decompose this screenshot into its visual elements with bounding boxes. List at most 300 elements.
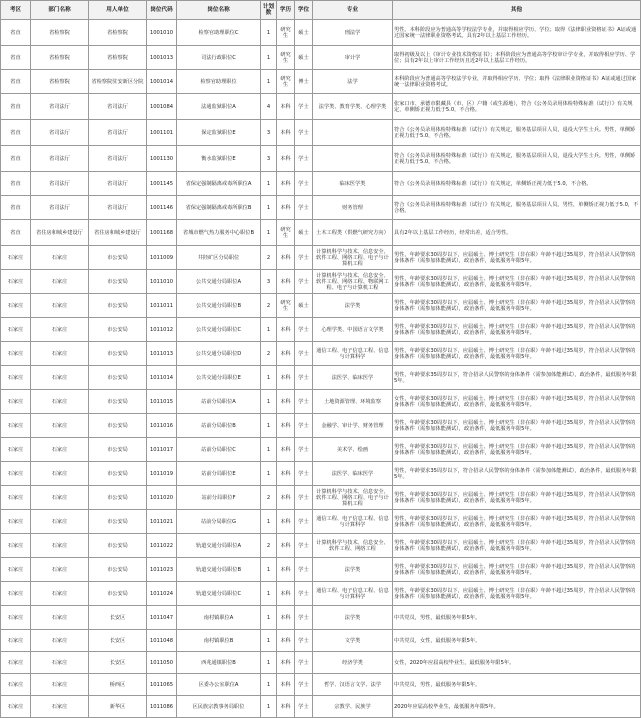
cell-plan-count: 1 bbox=[261, 582, 277, 606]
cell-department: 石家庄 bbox=[31, 318, 89, 342]
cell-employer: 市公安局 bbox=[89, 366, 147, 390]
cell-education: 本科 bbox=[277, 534, 295, 558]
cell-position-code: 1011086 bbox=[147, 696, 177, 718]
cell-employer: 省司法厅 bbox=[89, 146, 147, 172]
table-row bbox=[1, 318, 641, 342]
cell-degree: 学士 bbox=[295, 696, 313, 718]
table-row bbox=[1, 270, 641, 294]
cell-employer: 长安区 bbox=[89, 606, 147, 630]
cell-education: 本科 bbox=[277, 510, 295, 534]
cell-department: 石家庄 bbox=[31, 486, 89, 510]
cell-plan-count: 1 bbox=[261, 462, 277, 486]
cell-degree: 学士 bbox=[295, 606, 313, 630]
cell-education: 本科 bbox=[277, 674, 295, 696]
cell-position-code: 1011015 bbox=[147, 390, 177, 414]
cell-education: 研究生 bbox=[277, 220, 295, 246]
cell-major: 文学类 bbox=[313, 630, 393, 652]
cell-region: 石家庄 bbox=[1, 462, 31, 486]
cell-plan-count: 3 bbox=[261, 146, 277, 172]
cell-plan-count: 2 bbox=[261, 486, 277, 510]
header-position-code: 岗位代码 bbox=[147, 1, 177, 20]
table-row bbox=[1, 674, 641, 696]
cell-other-requirements: 男性，年龄要求30周岁以下，应届硕士、博士研究生（非在职）年龄不超过35周岁，符合招录人民警察的身体条件（需参加体能测试），政治条件，最低服务年限5年。 bbox=[393, 558, 641, 582]
cell-other-requirements: 男性，年龄要求30周岁以下，应届硕士、博士研究生（非在职）年龄不超过35周岁，符合招录人民警察的身体条件（需参加体能测试），政治条件，最低服务年限5年。 bbox=[393, 342, 641, 366]
header-row bbox=[1, 1, 641, 20]
cell-employer: 市公安局 bbox=[89, 390, 147, 414]
cell-plan-count: 1 bbox=[261, 70, 277, 94]
cell-region: 省直 bbox=[1, 20, 31, 46]
cell-region: 石家庄 bbox=[1, 342, 31, 366]
cell-education: 本科 bbox=[277, 246, 295, 270]
table-row bbox=[1, 120, 641, 146]
cell-degree: 学士 bbox=[295, 270, 313, 294]
table-row bbox=[1, 510, 641, 534]
cell-degree: 学士 bbox=[295, 486, 313, 510]
cell-position-code: 1011048 bbox=[147, 630, 177, 652]
cell-major: 刑法学 bbox=[313, 20, 393, 46]
cell-major: 法学类 bbox=[313, 606, 393, 630]
cell-position-code: 1011019 bbox=[147, 462, 177, 486]
cell-department: 石家庄 bbox=[31, 582, 89, 606]
cell-position-name: 南村镇职位A bbox=[177, 606, 261, 630]
table-row bbox=[1, 652, 641, 674]
cell-position-code: 1011024 bbox=[147, 582, 177, 606]
table-row bbox=[1, 390, 641, 414]
cell-other-requirements: 男性，年龄要求30周岁以下，应届硕士、博士研究生（非在职）年龄不超过35周岁，符合招录人民警察的身体条件（需参加体能测试），政治条件，最低服务年限5年。 bbox=[393, 294, 641, 318]
cell-major: 通信工程、电子信息工程、信息与计算科学 bbox=[313, 342, 393, 366]
table-row bbox=[1, 696, 641, 718]
cell-position-code: 1001145 bbox=[147, 172, 177, 196]
cell-employer: 市公安局 bbox=[89, 510, 147, 534]
cell-position-code: 1001130 bbox=[147, 146, 177, 172]
cell-position-code: 1001010 bbox=[147, 20, 177, 46]
cell-position-code: 1011021 bbox=[147, 510, 177, 534]
cell-position-name: 衡水监狱职位E bbox=[177, 146, 261, 172]
cell-degree: 学士 bbox=[295, 534, 313, 558]
table-row bbox=[1, 630, 641, 652]
cell-degree: 博士 bbox=[295, 70, 313, 94]
cell-department: 石家庄 bbox=[31, 270, 89, 294]
cell-department: 石家庄 bbox=[31, 534, 89, 558]
header-degree: 学位 bbox=[295, 1, 313, 20]
cell-region: 石家庄 bbox=[1, 606, 31, 630]
cell-position-name: 站前分局职位G bbox=[177, 510, 261, 534]
cell-education: 本科 bbox=[277, 438, 295, 462]
cell-major: 财务管理 bbox=[313, 196, 393, 220]
cell-plan-count: 3 bbox=[261, 120, 277, 146]
table-row bbox=[1, 366, 641, 390]
cell-position-name: 保定监狱职位E bbox=[177, 120, 261, 146]
cell-other-requirements: 符合《公务员录用体检特殊标准（试行）》有关规定，服务基层项目人员。男性，单侧矫正视力低于5.0，不合格。 bbox=[393, 196, 641, 220]
table-row bbox=[1, 20, 641, 46]
cell-region: 省直 bbox=[1, 220, 31, 246]
cell-plan-count: 2 bbox=[261, 342, 277, 366]
cell-education: 本科 bbox=[277, 630, 295, 652]
cell-region: 石家庄 bbox=[1, 652, 31, 674]
cell-major: 美术学、绘画 bbox=[313, 438, 393, 462]
cell-other-requirements: 男性，年龄要求30周岁以下，应届硕士、博士研究生（非在职）年龄不超过35周岁，符合招录人民警察的身体条件（需参加体能测试），政治条件，最低服务年限5年。 bbox=[393, 510, 641, 534]
cell-department: 省司法厅 bbox=[31, 172, 89, 196]
table-row bbox=[1, 582, 641, 606]
cell-major: 法学类 bbox=[313, 558, 393, 582]
cell-other-requirements: 2020年应届高校毕业生，最低服务年限5年。 bbox=[393, 696, 641, 718]
cell-department: 石家庄 bbox=[31, 390, 89, 414]
cell-education: 本科 bbox=[277, 652, 295, 674]
table-row bbox=[1, 246, 641, 270]
cell-department: 石家庄 bbox=[31, 342, 89, 366]
cell-degree: 硕士 bbox=[295, 46, 313, 70]
cell-plan-count: 4 bbox=[261, 94, 277, 120]
cell-education: 研究生 bbox=[277, 46, 295, 70]
cell-other-requirements: 中共党员，女性，最低服务年限5年。 bbox=[393, 630, 641, 652]
cell-major: 心理学类、中国语言文学类 bbox=[313, 318, 393, 342]
cell-plan-count: 1 bbox=[261, 606, 277, 630]
cell-other-requirements: 男性，年龄要求30周岁以下，应届硕士、博士研究生（非在职）年龄不超过35周岁，符合招录人民警察的身体条件（需参加体能测试），政治条件，最低服务年限5年。 bbox=[393, 246, 641, 270]
table-body bbox=[1, 20, 641, 718]
cell-education: 本科 bbox=[277, 390, 295, 414]
table-row bbox=[1, 342, 641, 366]
cell-region: 石家庄 bbox=[1, 674, 31, 696]
cell-position-name: 公共交通分局职位E bbox=[177, 366, 261, 390]
cell-other-requirements: 符合《公务员录用体检特殊标准（试行）》有关规定，服务基层项目人员，退役大学生士兵。男性，单侧矫正视力低于5.0，不合格。 bbox=[393, 120, 641, 146]
cell-department: 石家庄 bbox=[31, 606, 89, 630]
cell-plan-count: 1 bbox=[261, 438, 277, 462]
cell-plan-count: 1 bbox=[261, 674, 277, 696]
cell-degree: 硕士 bbox=[295, 220, 313, 246]
cell-degree: 学士 bbox=[295, 94, 313, 120]
cell-region: 石家庄 bbox=[1, 246, 31, 270]
cell-position-name: 站前分局职位B bbox=[177, 414, 261, 438]
cell-degree: 硕士 bbox=[295, 294, 313, 318]
cell-position-name: 法通监狱职位A bbox=[177, 94, 261, 120]
cell-other-requirements: 男性，年龄要求30周岁以下，应届硕士、博士研究生（非在职）年龄不超过35周岁，符合招录人民警察的身体条件（需参加体能测试），政治条件，最低服务年限5年。 bbox=[393, 534, 641, 558]
cell-region: 石家庄 bbox=[1, 486, 31, 510]
cell-employer: 市公安局 bbox=[89, 438, 147, 462]
table-row bbox=[1, 462, 641, 486]
cell-plan-count: 1 bbox=[261, 220, 277, 246]
cell-degree: 学士 bbox=[295, 462, 313, 486]
cell-plan-count: 1 bbox=[261, 366, 277, 390]
cell-position-code: 1011017 bbox=[147, 438, 177, 462]
cell-employer: 长安区 bbox=[89, 630, 147, 652]
cell-plan-count: 1 bbox=[261, 196, 277, 220]
cell-region: 省直 bbox=[1, 146, 31, 172]
cell-degree: 硕士 bbox=[295, 20, 313, 46]
table-row bbox=[1, 46, 641, 70]
cell-major: 法学类 bbox=[313, 294, 393, 318]
cell-department: 省检察院 bbox=[31, 46, 89, 70]
cell-major: 土木工程类（供燃气研究方向） bbox=[313, 220, 393, 246]
cell-other-requirements: 女性，2020年应届高校毕业生，最低服务年限5年。 bbox=[393, 652, 641, 674]
cell-position-code: 1001101 bbox=[147, 120, 177, 146]
cell-other-requirements: 本科阶段应为普通高等学校法学专业，并取得相应学历、学位；取得《法律职业资格证书》A证或通过国家统一法律职业资格考试。 bbox=[393, 70, 641, 94]
cell-major: 临床医学类 bbox=[313, 172, 393, 196]
cell-major: 通信工程、电子信息工程、信息与计算科学 bbox=[313, 582, 393, 606]
cell-position-code: 1011011 bbox=[147, 294, 177, 318]
cell-position-code: 1011012 bbox=[147, 318, 177, 342]
cell-plan-count: 2 bbox=[261, 294, 277, 318]
cell-plan-count: 3 bbox=[261, 270, 277, 294]
cell-position-name: 轨道交通分局职位B bbox=[177, 558, 261, 582]
table-row bbox=[1, 220, 641, 246]
cell-position-name: 检察官助理职位 bbox=[177, 70, 261, 94]
cell-employer: 省检察院 bbox=[89, 20, 147, 46]
cell-major: 法学 bbox=[313, 70, 393, 94]
cell-plan-count: 1 bbox=[261, 630, 277, 652]
table-row bbox=[1, 414, 641, 438]
cell-employer: 市公安局 bbox=[89, 534, 147, 558]
cell-employer: 省司法厅 bbox=[89, 172, 147, 196]
header-major: 专业 bbox=[313, 1, 393, 20]
cell-position-name: 南村镇职位B bbox=[177, 630, 261, 652]
cell-department: 石家庄 bbox=[31, 630, 89, 652]
cell-region: 省直 bbox=[1, 196, 31, 220]
cell-major: 宗教学、民族学 bbox=[313, 696, 393, 718]
cell-major: 哲学、汉语言文学、法学 bbox=[313, 674, 393, 696]
cell-position-code: 1011023 bbox=[147, 558, 177, 582]
cell-position-name: 司法行政职位C bbox=[177, 46, 261, 70]
cell-department: 省司法厅 bbox=[31, 120, 89, 146]
cell-position-code: 1001014 bbox=[147, 70, 177, 94]
cell-education: 本科 bbox=[277, 172, 295, 196]
cell-position-code: 1001013 bbox=[147, 46, 177, 70]
cell-region: 省直 bbox=[1, 120, 31, 146]
cell-employer: 市公安局 bbox=[89, 246, 147, 270]
cell-position-name: 公共交通分局职位B bbox=[177, 294, 261, 318]
cell-degree: 学士 bbox=[295, 246, 313, 270]
cell-position-name: 站前分局职位E bbox=[177, 462, 261, 486]
cell-other-requirements: 符合《公务员录用体检特殊标准（试行）》有关规定，单侧矫正视力低于5.0，不合格。 bbox=[393, 172, 641, 196]
cell-position-code: 1011013 bbox=[147, 342, 177, 366]
cell-position-name: 井陉矿区分局职位 bbox=[177, 246, 261, 270]
cell-education: 本科 bbox=[277, 582, 295, 606]
header-plan-count: 计划数 bbox=[261, 1, 277, 20]
cell-employer: 桥西区 bbox=[89, 674, 147, 696]
cell-plan-count: 1 bbox=[261, 558, 277, 582]
table-row bbox=[1, 558, 641, 582]
cell-department: 石家庄 bbox=[31, 246, 89, 270]
header-other-requirements: 其他 bbox=[393, 1, 641, 20]
table-row bbox=[1, 146, 641, 172]
cell-other-requirements: 男性，年龄要求30周岁以下，应届硕士、博士研究生（非在职）年龄不超过35周岁，符合招录人民警察的身体条件（需参加体能测试），政治条件，最低服务年限5年。 bbox=[393, 414, 641, 438]
cell-employer: 市公安局 bbox=[89, 558, 147, 582]
cell-department: 石家庄 bbox=[31, 366, 89, 390]
cell-plan-count: 2 bbox=[261, 534, 277, 558]
cell-department: 石家庄 bbox=[31, 674, 89, 696]
cell-education: 本科 bbox=[277, 94, 295, 120]
table-row bbox=[1, 534, 641, 558]
header-employer: 用人单位 bbox=[89, 1, 147, 20]
cell-region: 石家庄 bbox=[1, 630, 31, 652]
cell-region: 石家庄 bbox=[1, 510, 31, 534]
cell-major: 审计学 bbox=[313, 46, 393, 70]
cell-employer: 省检察院 bbox=[89, 46, 147, 70]
cell-education: 本科 bbox=[277, 486, 295, 510]
cell-plan-count: 1 bbox=[261, 20, 277, 46]
cell-other-requirements: 男性，年龄要求30周岁以下，应届硕士、博士研究生（非在职）年龄不超过35周岁，符合招录人民警察的身体条件（需参加体能测试），政治条件，最低服务年限5年。 bbox=[393, 270, 641, 294]
cell-position-name: 省保定强制隔离戒毒所职位A bbox=[177, 172, 261, 196]
cell-other-requirements: 符合《公务员录用体检特殊标准（试行）》有关规定，服务基层项目人员，退役大学生士兵。男性，单侧矫正视力低于5.0，不合格。 bbox=[393, 146, 641, 172]
cell-position-code: 1011016 bbox=[147, 414, 177, 438]
cell-education: 本科 bbox=[277, 462, 295, 486]
cell-position-code: 1001146 bbox=[147, 196, 177, 220]
cell-other-requirements: 男性，年龄要求35周岁以下，符合招录人民警察的身体条件（需参加体能测试），政治条件，最低服务年限5年。 bbox=[393, 462, 641, 486]
cell-degree: 学士 bbox=[295, 146, 313, 172]
cell-major: 金融学、审计学、财务管理 bbox=[313, 414, 393, 438]
cell-position-code: 1011050 bbox=[147, 652, 177, 674]
cell-position-name: 检察官助理职位C bbox=[177, 20, 261, 46]
cell-position-code: 1001168 bbox=[147, 220, 177, 246]
cell-degree: 学士 bbox=[295, 342, 313, 366]
cell-employer: 长安区 bbox=[89, 652, 147, 674]
cell-region: 石家庄 bbox=[1, 294, 31, 318]
cell-education: 本科 bbox=[277, 696, 295, 718]
cell-department: 石家庄 bbox=[31, 510, 89, 534]
cell-region: 省直 bbox=[1, 172, 31, 196]
cell-department: 省检察院 bbox=[31, 70, 89, 94]
header-education: 学历 bbox=[277, 1, 295, 20]
cell-position-code: 1011065 bbox=[147, 674, 177, 696]
cell-department: 省司法厅 bbox=[31, 196, 89, 220]
cell-region: 石家庄 bbox=[1, 534, 31, 558]
cell-education: 本科 bbox=[277, 120, 295, 146]
cell-employer: 市公安局 bbox=[89, 486, 147, 510]
cell-position-name: 公共交通分局职位D bbox=[177, 342, 261, 366]
cell-position-name: 公共交通分局职位A bbox=[177, 270, 261, 294]
table-row bbox=[1, 486, 641, 510]
cell-employer: 省司法厅 bbox=[89, 120, 147, 146]
cell-degree: 学士 bbox=[295, 652, 313, 674]
cell-region: 石家庄 bbox=[1, 270, 31, 294]
cell-plan-count: 1 bbox=[261, 172, 277, 196]
cell-position-code: 1011010 bbox=[147, 270, 177, 294]
cell-region: 省直 bbox=[1, 70, 31, 94]
cell-region: 石家庄 bbox=[1, 390, 31, 414]
cell-major: 通信工程、电子信息工程、信息与计算科学 bbox=[313, 510, 393, 534]
cell-employer: 省住房和城乡建设厅 bbox=[89, 220, 147, 246]
cell-degree: 学士 bbox=[295, 438, 313, 462]
cell-plan-count: 2 bbox=[261, 246, 277, 270]
cell-department: 省司法厅 bbox=[31, 94, 89, 120]
cell-degree: 学士 bbox=[295, 582, 313, 606]
cell-major: 计算机科学与技术、信息安全、软件工程、网络工程、电子与计算机工程 bbox=[313, 486, 393, 510]
table-row bbox=[1, 196, 641, 220]
cell-department: 石家庄 bbox=[31, 462, 89, 486]
cell-education: 本科 bbox=[277, 366, 295, 390]
table-row bbox=[1, 172, 641, 196]
cell-employer: 市公安局 bbox=[89, 414, 147, 438]
cell-other-requirements: 取得初级及以上《审计专业技术资格证书》；本科阶段应为普通高等学校审计学专业，并取得相应学历、学位；具有2年以上审计工作经历且近2年以上基层工作经历。 bbox=[393, 46, 641, 70]
cell-degree: 学士 bbox=[295, 630, 313, 652]
cell-employer: 市公安局 bbox=[89, 270, 147, 294]
cell-major bbox=[313, 146, 393, 172]
table-row bbox=[1, 606, 641, 630]
cell-other-requirements: 张家口市、承德市限藏县（市、区）户籍（或生源地），符合《公务员录用体检特殊标准（试行）》有关规定，单侧矫正视力低于5.0，不合格。 bbox=[393, 94, 641, 120]
cell-major: 经济学类 bbox=[313, 652, 393, 674]
cell-region: 石家庄 bbox=[1, 438, 31, 462]
cell-region: 石家庄 bbox=[1, 696, 31, 718]
cell-other-requirements: 男性，年龄要求35周岁以下，符合招录人民警察的身体条件（需参加体能测试），政治条件，最低服务年限5年。 bbox=[393, 366, 641, 390]
cell-major: 计算机科学与技术、信息安全、软件工程、网络工程、物联网工程、电子与计算机工程 bbox=[313, 270, 393, 294]
cell-region: 石家庄 bbox=[1, 318, 31, 342]
cell-other-requirements: 具有2年以上基层工作经历，经常出差，适合男性。 bbox=[393, 220, 641, 246]
cell-major: 法学类、教育学类、心理学类 bbox=[313, 94, 393, 120]
cell-position-name: 站前分局职位C bbox=[177, 438, 261, 462]
cell-education: 本科 bbox=[277, 558, 295, 582]
cell-education: 研究生 bbox=[277, 294, 295, 318]
cell-employer: 市公安局 bbox=[89, 462, 147, 486]
cell-other-requirements: 中共党员，男性，最低服务年限5年。 bbox=[393, 606, 641, 630]
table-header bbox=[1, 1, 641, 20]
cell-region: 石家庄 bbox=[1, 414, 31, 438]
cell-employer: 市公安局 bbox=[89, 294, 147, 318]
cell-major: 法医学、临床医学 bbox=[313, 366, 393, 390]
table-row bbox=[1, 94, 641, 120]
table-row bbox=[1, 438, 641, 462]
cell-position-code: 1011020 bbox=[147, 486, 177, 510]
cell-position-name: 站前分局职位F bbox=[177, 486, 261, 510]
cell-plan-count: 1 bbox=[261, 414, 277, 438]
cell-education: 本科 bbox=[277, 606, 295, 630]
cell-position-name: 区民族宗教事务局职位 bbox=[177, 696, 261, 718]
cell-major: 法医学、临床医学 bbox=[313, 462, 393, 486]
cell-employer: 省检察院驻安新区分院 bbox=[89, 70, 147, 94]
cell-plan-count: 1 bbox=[261, 46, 277, 70]
cell-degree: 学士 bbox=[295, 390, 313, 414]
cell-major bbox=[313, 120, 393, 146]
cell-education: 研究生 bbox=[277, 70, 295, 94]
cell-region: 省直 bbox=[1, 94, 31, 120]
cell-department: 石家庄 bbox=[31, 438, 89, 462]
cell-position-name: 轨道交通分局职位A bbox=[177, 534, 261, 558]
cell-other-requirements: 女性，年龄要求30周岁以下，应届硕士、博士研究生（非在职）年龄不超过35周岁，符合招录人民警察的身体条件（需参加体能测试），政治条件，最低服务年限5年。 bbox=[393, 390, 641, 414]
cell-department: 石家庄 bbox=[31, 696, 89, 718]
cell-degree: 学士 bbox=[295, 196, 313, 220]
cell-employer: 市公安局 bbox=[89, 318, 147, 342]
cell-plan-count: 1 bbox=[261, 318, 277, 342]
cell-education: 本科 bbox=[277, 146, 295, 172]
cell-department: 省检察院 bbox=[31, 20, 89, 46]
cell-degree: 学士 bbox=[295, 414, 313, 438]
cell-position-name: 区委办公室职位A bbox=[177, 674, 261, 696]
cell-position-name: 省城市燃气热力服务中心职位B bbox=[177, 220, 261, 246]
cell-other-requirements: 男性，年龄要求30周岁以下，应届硕士、博士研究生（非在职）年龄不超过35周岁，符合招录人民警察的身体条件（需参加体能测试），政治条件，最低服务年限5年。 bbox=[393, 438, 641, 462]
cell-plan-count: 1 bbox=[261, 390, 277, 414]
cell-other-requirements: 男性，年龄要求30周岁以下，应届硕士、博士研究生（非在职）年龄不超过35周岁，符合招录人民警察的身体条件（需参加体能测试），政治条件，最低服务年限5年。 bbox=[393, 486, 641, 510]
cell-major: 计算机科学与技术、信息安全、软件工程、网络工程、电子与计算机工程 bbox=[313, 246, 393, 270]
cell-plan-count: 1 bbox=[261, 652, 277, 674]
cell-department: 石家庄 bbox=[31, 414, 89, 438]
cell-region: 省直 bbox=[1, 46, 31, 70]
cell-education: 本科 bbox=[277, 318, 295, 342]
cell-position-code: 1011022 bbox=[147, 534, 177, 558]
cell-department: 省住房和城乡建设厅 bbox=[31, 220, 89, 246]
cell-position-code: 1011014 bbox=[147, 366, 177, 390]
cell-department: 省司法厅 bbox=[31, 146, 89, 172]
cell-employer: 新华区 bbox=[89, 696, 147, 718]
cell-education: 研究生 bbox=[277, 20, 295, 46]
table-row bbox=[1, 70, 641, 94]
cell-position-code: 1011047 bbox=[147, 606, 177, 630]
cell-department: 石家庄 bbox=[31, 652, 89, 674]
cell-plan-count: 1 bbox=[261, 510, 277, 534]
table-row bbox=[1, 294, 641, 318]
cell-major: 计算机科学与技术、信息安全、软件工程、网络工程 bbox=[313, 534, 393, 558]
cell-other-requirements: 男性，年龄要求30周岁以下，应届硕士、博士研究生（非在职）年龄不超过35周岁，符合招录人民警察的身体条件（需参加体能测试），政治条件，最低服务年限5年。 bbox=[393, 582, 641, 606]
cell-employer: 省司法厅 bbox=[89, 94, 147, 120]
cell-education: 本科 bbox=[277, 342, 295, 366]
cell-department: 石家庄 bbox=[31, 294, 89, 318]
